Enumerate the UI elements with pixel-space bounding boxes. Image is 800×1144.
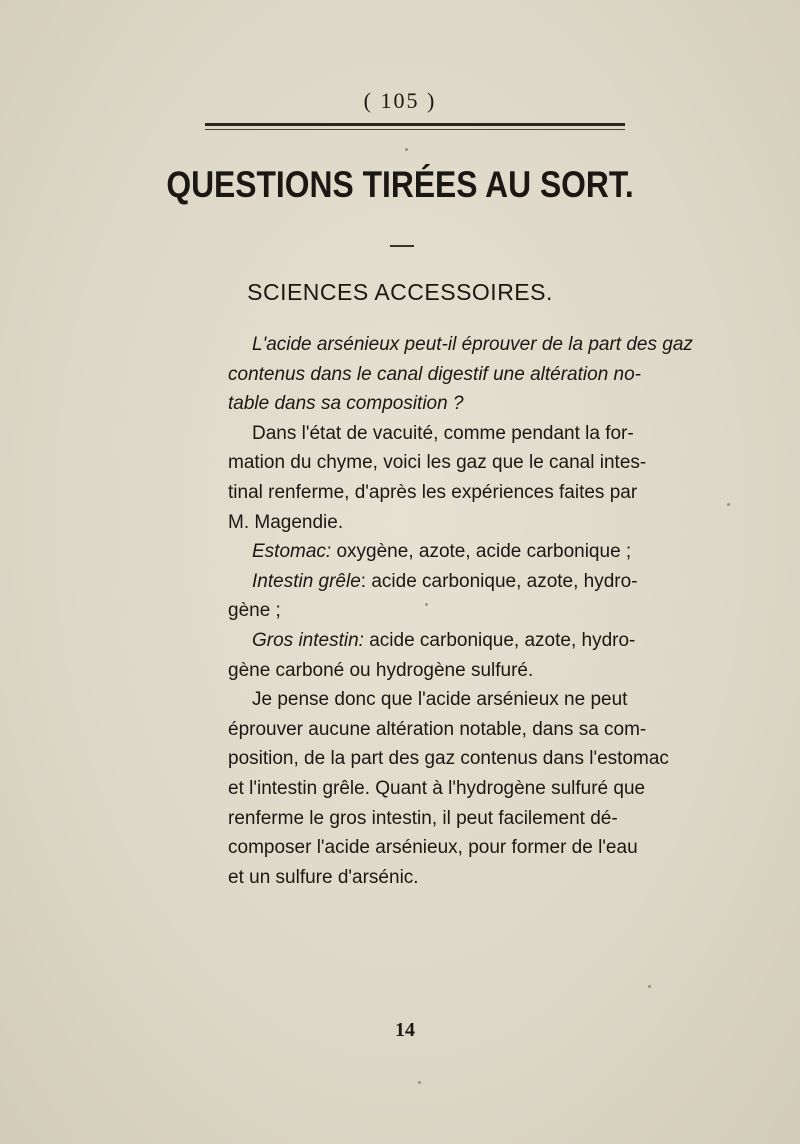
list-item-estomac: Estomac: oxygène, azote, acide carbonique ; — [252, 541, 632, 563]
page-title: QUESTIONS TIRÉES AU SORT. — [166, 164, 634, 205]
paragraph-line: et l'intestin grêle. Quant à l'hydrogène sulfuré que — [228, 777, 646, 799]
paper-speck — [727, 503, 730, 506]
question-line: table dans sa composition ? — [228, 393, 464, 415]
header-rule-thin — [205, 129, 625, 130]
section-title: SCIENCES ACCESSOIRES. — [247, 279, 553, 305]
list-text: acide carbonique, azote, hydro- — [369, 629, 636, 651]
page-number: ( 105 ) — [363, 88, 437, 113]
paper-speck — [405, 148, 408, 151]
paragraph-line: composer l'acide arsénieux, pour former de l'eau — [228, 837, 638, 859]
paragraph-line: renferme le gros intestin, il peut facilement dé- — [228, 807, 618, 829]
question-line: L'acide arsénieux peut-il éprouver de la part des gaz — [252, 334, 693, 355]
signature-mark: 14 — [395, 1019, 415, 1041]
list-label: Intestin grêle — [252, 570, 361, 592]
paragraph-line: tinal renferme, d'après les expériences faites par — [228, 481, 638, 503]
paragraph-line: mation du chyme, voici les gaz que le canal intes- — [228, 452, 647, 474]
list-item-continuation: gène ; — [228, 600, 281, 622]
header-rule — [205, 123, 625, 126]
body-text — [228, 330, 693, 892]
paper-speck — [648, 985, 651, 988]
paragraph-line: M. Magendie. — [228, 511, 344, 533]
list-text: acide carbonique, azote, hydro- — [371, 570, 638, 592]
list-label: Gros intestin — [252, 629, 359, 651]
paper-speck — [425, 603, 428, 606]
list-text: oxygène, azote, acide carbonique ; — [336, 541, 632, 563]
list-item-continuation: gène carboné ou hydrogène sulfuré. — [228, 659, 534, 681]
paragraph-line: Dans l'état de vacuité, comme pendant la for- — [252, 422, 634, 444]
paragraph-line: et un sulfure d'arsénic. — [228, 866, 419, 888]
paragraph-line: Je pense donc que l'acide arsénieux ne peut — [252, 689, 628, 711]
paragraph-line: position, de la part des gaz contenus dans l'estomac — [228, 748, 669, 770]
title-divider — [390, 245, 414, 247]
paragraph-line: éprouver aucune altération notable, dans sa com- — [228, 718, 647, 740]
list-item-gros-intestin: Gros intestin: acide carbonique, azote, hydro- — [252, 629, 636, 651]
list-label: Estomac — [252, 541, 326, 563]
question-line: contenus dans le canal digestif une altération no- — [228, 363, 641, 385]
list-item-intestin-grele: Intestin grêle: acide carbonique, azote, hydro- — [252, 570, 638, 592]
paper-speck — [418, 1081, 421, 1084]
